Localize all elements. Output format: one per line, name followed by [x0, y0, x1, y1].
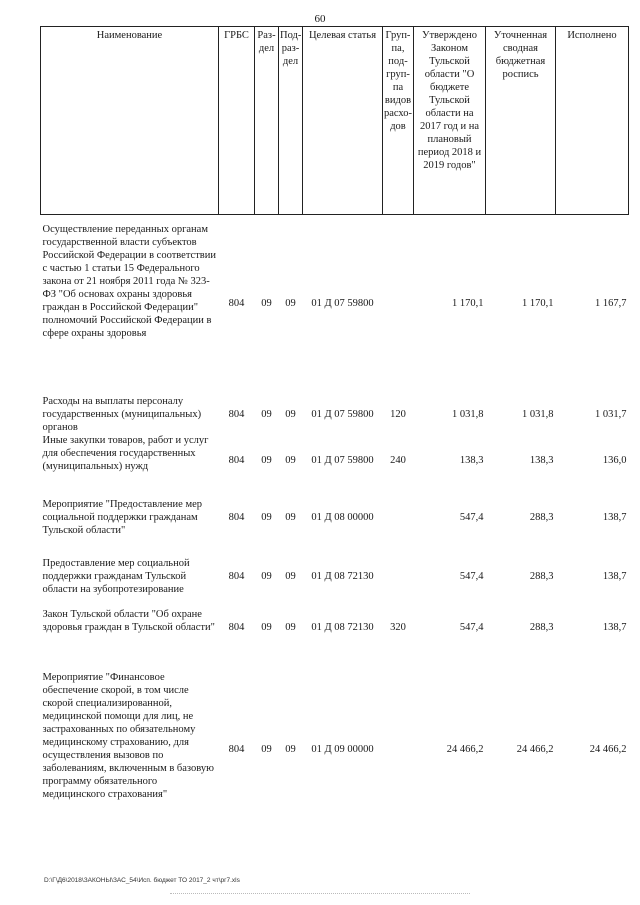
table-row: [41, 395, 629, 434]
row-target: 01 Д 08 00000: [311, 512, 374, 523]
row-podrazdel: 09: [285, 622, 296, 633]
header-name: Наименование: [41, 27, 219, 215]
row-refined: 24 466,2: [516, 743, 554, 755]
table-row: [41, 434, 629, 486]
row-approved: 24 466,2: [446, 743, 484, 755]
row-refined: 138,3: [529, 454, 554, 466]
row-executed: 138,7: [602, 571, 627, 582]
row-razdel: 09: [261, 454, 272, 466]
table-row: [41, 223, 629, 383]
row-grbs: 804: [228, 409, 245, 420]
row-group: [383, 557, 414, 596]
row-approved: 547,4: [459, 512, 484, 523]
row-podrazdel: 09: [285, 409, 296, 420]
header-razdel: Раз-дел: [255, 27, 279, 215]
row-podrazdel: 09: [285, 454, 296, 466]
row-podrazdel: 09: [285, 743, 296, 755]
row-razdel: 09: [261, 571, 272, 582]
row-executed: 138,7: [602, 512, 627, 523]
header-target: Целевая статья: [303, 27, 383, 215]
table-row: [41, 498, 629, 537]
row-grbs: 804: [228, 622, 245, 633]
row-group: [383, 671, 414, 827]
row-name: Мероприятие "Предоставление мер социальной поддержки гражданам Тульской области": [42, 499, 202, 536]
row-razdel: 09: [261, 512, 272, 523]
row-target: 01 Д 09 00000: [311, 743, 374, 755]
footer-file-path: D:\Г\Д6\2018\ЗАКОНЫ\ЗАС_54\Исп. бюджет ТО 2017_2 чт\рг7.xls: [44, 877, 240, 884]
header-executed: Исполнено: [556, 27, 629, 215]
row-approved: 547,4: [459, 571, 484, 582]
row-approved: 1 170,1: [452, 297, 484, 309]
row-grbs: 804: [228, 512, 245, 523]
header-refined: Уточненная сводная бюджетная роспись: [486, 27, 556, 215]
row-refined: 1 170,1: [522, 297, 554, 309]
row-name: Осуществление переданных органам государственной власти субъектов Российской Федерации в соответствии с частью 1 статьи 15 Федерального закона от 21 ноября 2011 года № 323-ФЗ "Об основах охраны здоровья граждан в Российской Федерации" полномочий Российской Федерации в сфере охраны здоровья: [42, 224, 216, 339]
row-grbs: 804: [228, 743, 245, 755]
row-razdel: 09: [261, 622, 272, 633]
row-target: 01 Д 07 59800: [311, 409, 374, 420]
row-target: 01 Д 08 72130: [311, 622, 374, 633]
row-grbs: 804: [228, 297, 245, 309]
page-number: 60: [314, 13, 326, 25]
row-group: 120: [390, 409, 406, 420]
row-approved: 1 031,8: [452, 409, 484, 420]
row-razdel: 09: [261, 409, 272, 420]
row-podrazdel: 09: [285, 297, 296, 309]
table-row: [41, 608, 629, 647]
row-razdel: 09: [261, 743, 272, 755]
row-podrazdel: 09: [285, 512, 296, 523]
row-target: 01 Д 08 72130: [311, 571, 374, 582]
row-executed: 24 466,2: [589, 743, 627, 755]
row-group: 320: [390, 622, 406, 633]
header-grbs: ГРБС: [219, 27, 255, 215]
row-name: Иные закупки товаров, работ и услуг для обеспечения государственных (муниципальных) нужд: [42, 435, 209, 472]
row-group: [383, 498, 414, 537]
row-group: 240: [390, 454, 406, 466]
row-executed: 138,7: [602, 622, 627, 633]
row-podrazdel: 09: [285, 571, 296, 582]
row-name: Закон Тульской области "Об охране здоровья граждан в Тульской области": [42, 609, 215, 633]
row-name: Расходы на выплаты персоналу государственных (муниципальных) органов: [42, 396, 202, 433]
row-name: Предоставление мер социальной поддержки гражданам Тульской области на зубопротезирование: [42, 558, 190, 595]
table-row: [41, 557, 629, 596]
row-name: Мероприятие "Финансовое обеспечение скорой, в том числе скорой специализированной, медицинской помощи для лиц, не застрахованных по обязательному медицинскому страхованию, для осуществления вызовов по заболеваниям, включенным в базовую программу обязательного медицинского страхования": [42, 672, 214, 800]
row-grbs: 804: [228, 571, 245, 582]
row-refined: 288,3: [529, 571, 554, 582]
row-group: [383, 223, 414, 383]
row-refined: 288,3: [529, 622, 554, 633]
table-header-row: [41, 27, 629, 215]
row-executed: 1 167,7: [595, 297, 627, 309]
budget-table: [40, 26, 629, 827]
table-row: [41, 671, 629, 827]
footer-divider: [170, 893, 470, 894]
row-executed: 1 031,7: [595, 409, 627, 420]
row-executed: 136,0: [602, 454, 627, 466]
row-refined: 288,3: [529, 512, 554, 523]
row-refined: 1 031,8: [522, 409, 554, 420]
header-group: Груп-па, под-груп-па видов расхо-дов: [383, 27, 414, 215]
row-target: 01 Д 07 59800: [311, 297, 374, 309]
row-razdel: 09: [261, 297, 272, 309]
header-approved: Утверждено Законом Тульской области "О бюджете Тульской области на 2017 год и на плановый период 2018 и 2019 годов": [414, 27, 486, 215]
row-target: 01 Д 07 59800: [311, 454, 374, 466]
row-grbs: 804: [228, 454, 245, 466]
row-approved: 547,4: [459, 622, 484, 633]
row-approved: 138,3: [459, 454, 484, 466]
header-podrazdel: Под-раз-дел: [279, 27, 303, 215]
